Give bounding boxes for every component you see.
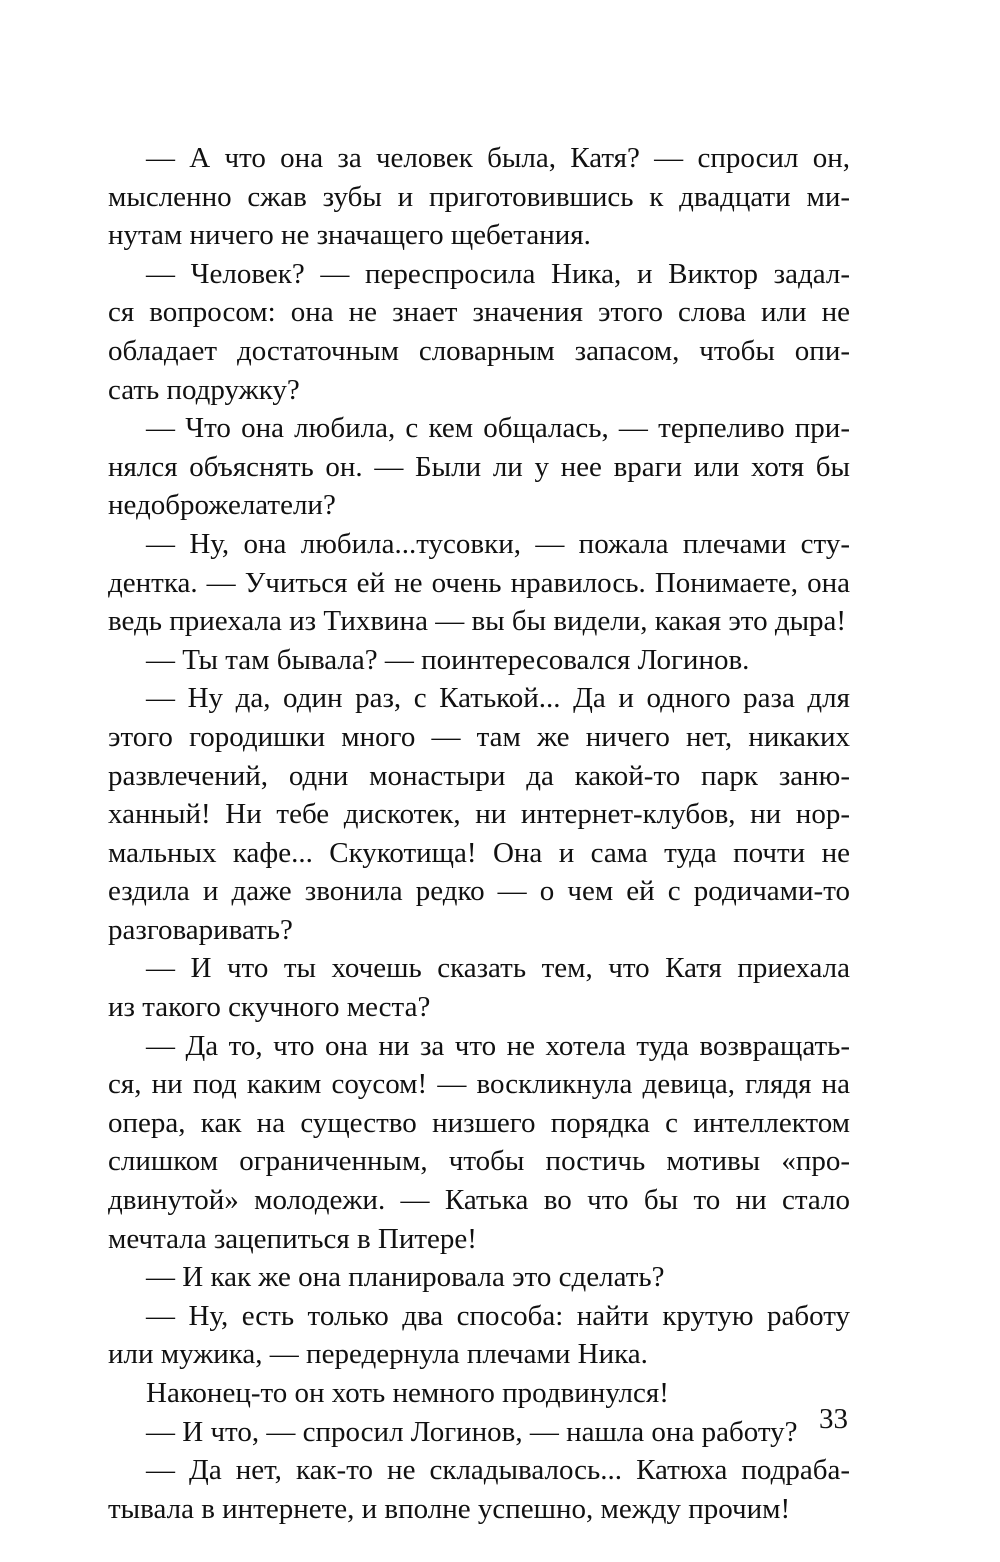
text-line: — А что она за человек была, Катя? — спросил он, <box>146 142 850 174</box>
text-line: — Ты там бывала? — поинтересовался Логинов. <box>146 643 750 676</box>
text-line: мальных кафе... Скукотища! Она и сама туда почти не <box>108 836 850 869</box>
text-line: из такого скучного места? <box>108 991 431 1024</box>
text-line: — И что ты хочешь сказать тем, что Катя приехала <box>146 952 850 985</box>
text-line: — И как же она планировала это сделать? <box>146 1261 665 1294</box>
text-line: мысленно сжав зубы и приготовившись к двадцати ми- <box>108 180 850 213</box>
text-line: тывала в интернете, и вполне успешно, между прочим! <box>108 1492 791 1525</box>
text-line: или мужика, — передернула плечами Ника. <box>108 1338 648 1371</box>
text-line: обладает достаточным словарным запасом, чтобы опи- <box>108 334 850 367</box>
text-line: ездила и даже звонила редко — о чем ей с родичами-то <box>108 875 850 908</box>
text-line: — Ну, она любила...тусовки, — пожала плечами сту- <box>146 527 850 560</box>
text-line: — Ну, есть только два способа: найти крутую работу <box>146 1299 850 1332</box>
text-line: ханный! Ни тебе дискотек, ни интернет-клубов, ни нор- <box>108 798 850 831</box>
text-line: ведь приехала из Тихвина — вы бы видели, какая это дыра! <box>108 605 847 638</box>
text-line: дентка. — Учиться ей не очень нравилось. Понимаете, она <box>108 566 850 599</box>
text-line: — Что она любила, с кем общалась, — терпеливо при- <box>146 412 850 445</box>
text-line: — Человек? — переспросила Ника, и Виктор задал- <box>146 257 850 290</box>
text-line: — И что, — спросил Логинов, — нашла она работу? <box>146 1415 798 1448</box>
page-body-text <box>108 139 850 1528</box>
text-line: ся, ни под каким соусом! — воскликнула девица, глядя на <box>108 1068 850 1101</box>
text-line: ся вопросом: она не знает значения этого слова или не <box>108 296 850 329</box>
text-line: недоброжелатели? <box>108 489 336 522</box>
text-line: развлечений, одни монастыри да какой-то парк заню- <box>108 759 850 792</box>
text-line: нутам ничего не значащего щебетания. <box>108 219 591 252</box>
text-line: слишком ограниченным, чтобы постичь мотивы «про- <box>108 1145 850 1178</box>
page-number: 33 <box>819 1403 848 1435</box>
text-line: двинутой» молодежи. — Катька во что бы то ни стало <box>108 1184 850 1217</box>
text-line: опера, как на существо низшего порядка с интеллектом <box>108 1106 850 1139</box>
text-line: — Да нет, как-то не складывалось... Катюха подраба- <box>146 1454 850 1487</box>
text-line: этого городишки много — там же ничего нет, никаких <box>108 720 850 753</box>
text-line: Наконец-то он хоть немного продвинулся! <box>146 1377 669 1409</box>
text-line: мечтала зацепиться в Питере! <box>108 1222 477 1255</box>
text-line: — Да то, что она ни за что не хотела туда возвращать- <box>146 1029 850 1062</box>
text-line: — Ну да, один раз, с Катькой... Да и одного раза для <box>146 682 850 715</box>
text-line: сать подружку? <box>108 373 300 406</box>
text-line: нялся объяснять он. — Были ли у нее враги или хотя бы <box>108 450 850 483</box>
text-line: разговаривать? <box>108 913 293 946</box>
